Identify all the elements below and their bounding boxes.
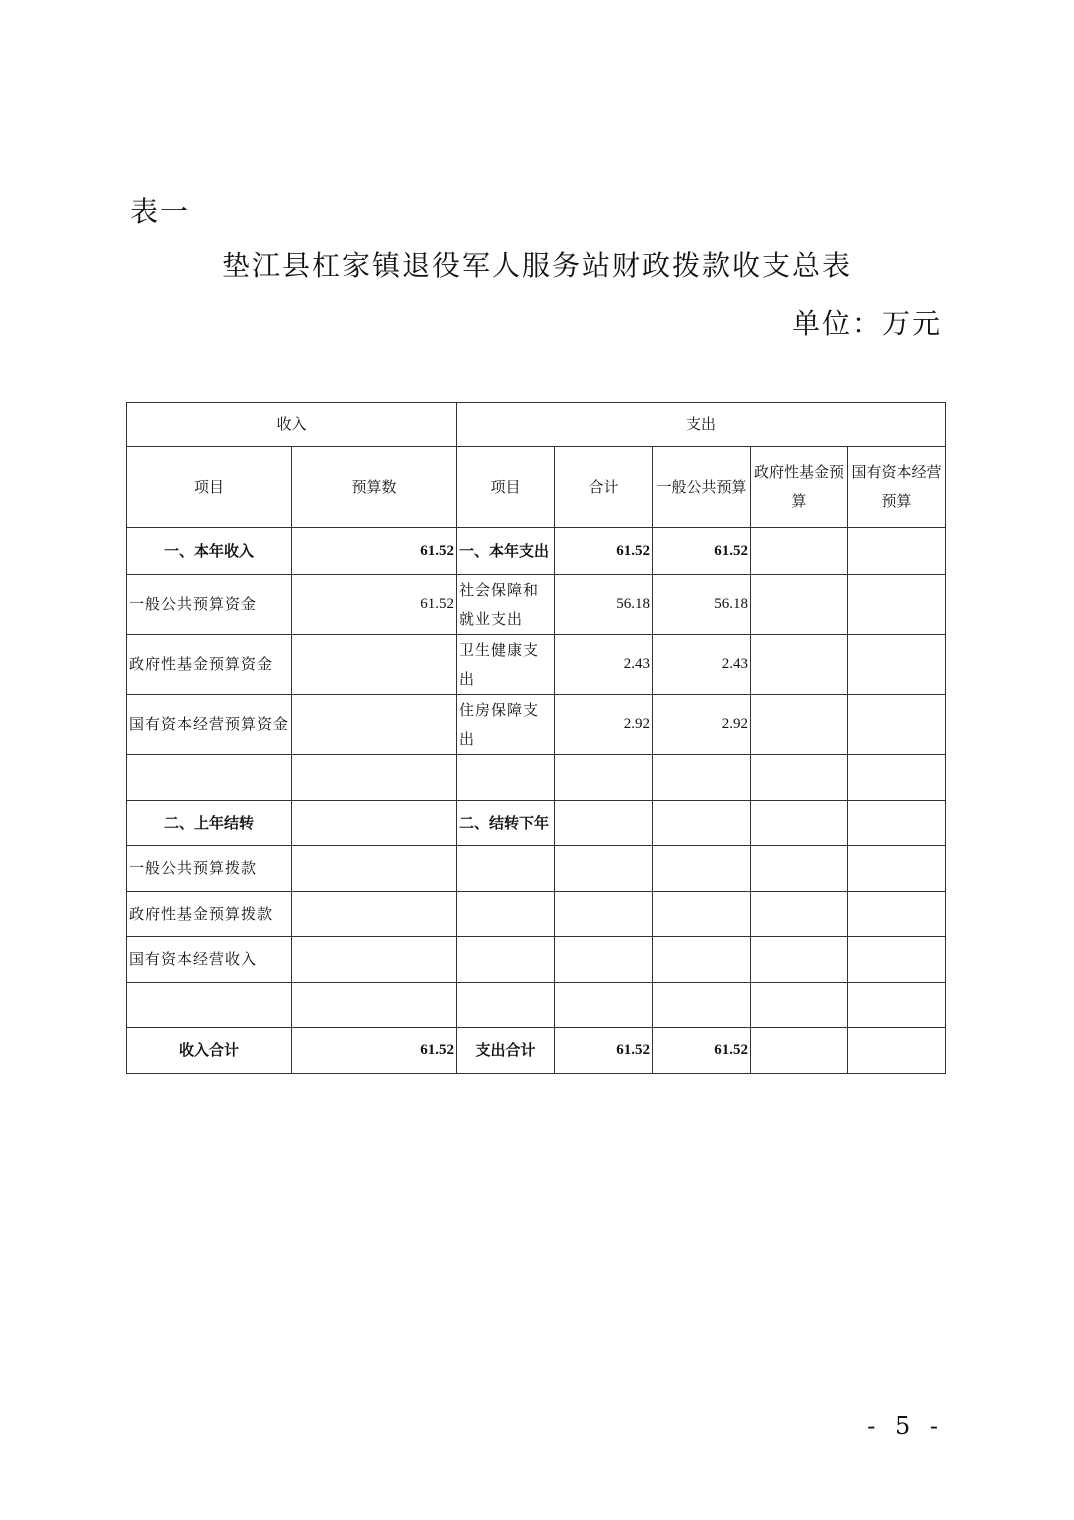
income-item: 一、本年收入: [127, 528, 292, 575]
income-budget: [292, 846, 457, 892]
unit-label: 单位：万元: [791, 307, 942, 340]
income-budget: 61.52: [292, 528, 457, 575]
page-title: 垫江县杠家镇退役军人服务站财政拨款收支总表: [221, 249, 852, 282]
expense-state-capital-total: [848, 1028, 946, 1074]
expense-total-value: 61.52: [555, 1028, 653, 1074]
expense-state-capital: [848, 801, 946, 846]
table-row: [127, 755, 946, 801]
table-row: [127, 635, 946, 695]
table-row: [127, 892, 946, 937]
expense-state-capital: [848, 892, 946, 937]
expense-general: [653, 801, 751, 846]
income-budget: [292, 892, 457, 937]
expense-item: 一、本年支出: [457, 528, 555, 575]
state-capital-budget-header: 国有资本经营预算: [848, 447, 946, 528]
expense-general: [653, 892, 751, 937]
expense-total: 2.92: [555, 695, 653, 755]
expense-item: 社会保障和就业支出: [457, 575, 555, 635]
expense-state-capital: [848, 846, 946, 892]
expense-general: [653, 983, 751, 1028]
table-row: [127, 801, 946, 846]
expense-item: [457, 846, 555, 892]
expense-item-header: 项目: [457, 447, 555, 528]
page-number: - 5 -: [867, 1412, 944, 1440]
income-item: 一般公共预算拨款: [127, 846, 292, 892]
expense-gov-fund: [751, 635, 848, 695]
table-row: [127, 983, 946, 1028]
expense-item: [457, 892, 555, 937]
table-row: [127, 937, 946, 983]
expense-item: 卫生健康支出: [457, 635, 555, 695]
expense-item: 住房保障支出: [457, 695, 555, 755]
expense-state-capital: [848, 695, 946, 755]
income-item: 二、上年结转: [127, 801, 292, 846]
budget-table: [126, 402, 946, 1074]
expense-header: 支出: [457, 403, 946, 447]
expense-total: [555, 846, 653, 892]
expense-total: [555, 892, 653, 937]
expense-item: [457, 755, 555, 801]
expense-general: 56.18: [653, 575, 751, 635]
table-row-totals: [127, 1028, 946, 1074]
income-item: 国有资本经营收入: [127, 937, 292, 983]
expense-gov-fund-total: [751, 1028, 848, 1074]
expense-item: [457, 937, 555, 983]
expense-item: [457, 983, 555, 1028]
income-budget: [292, 755, 457, 801]
expense-gov-fund: [751, 801, 848, 846]
expense-general: 2.43: [653, 635, 751, 695]
expense-item: 二、结转下年: [457, 801, 555, 846]
gov-fund-budget-header: 政府性基金预算: [751, 447, 848, 528]
income-item: 一般公共预算资金: [127, 575, 292, 635]
table-label: 表一: [130, 195, 191, 228]
expense-general: [653, 755, 751, 801]
expense-total: 2.43: [555, 635, 653, 695]
table-row: [127, 528, 946, 575]
expense-gov-fund: [751, 846, 848, 892]
expense-total-label: 支出合计: [457, 1028, 555, 1074]
expense-gov-fund: [751, 892, 848, 937]
income-item: [127, 755, 292, 801]
expense-total: 56.18: [555, 575, 653, 635]
expense-state-capital: [848, 937, 946, 983]
expense-gov-fund: [751, 575, 848, 635]
income-item-header: 项目: [127, 447, 292, 528]
income-budget-header: 预算数: [292, 447, 457, 528]
expense-total: 61.52: [555, 528, 653, 575]
income-item: 政府性基金预算资金: [127, 635, 292, 695]
general-budget-header: 一般公共预算: [653, 447, 751, 528]
income-budget: [292, 695, 457, 755]
expense-gov-fund: [751, 755, 848, 801]
expense-gov-fund: [751, 695, 848, 755]
expense-general: 2.92: [653, 695, 751, 755]
expense-general: 61.52: [653, 528, 751, 575]
income-total-value: 61.52: [292, 1028, 457, 1074]
income-item: 国有资本经营预算资金: [127, 695, 292, 755]
expense-state-capital: [848, 575, 946, 635]
income-budget: [292, 983, 457, 1028]
expense-gov-fund: [751, 937, 848, 983]
expense-state-capital: [848, 635, 946, 695]
expense-total: [555, 801, 653, 846]
income-budget: 61.52: [292, 575, 457, 635]
expense-gov-fund: [751, 528, 848, 575]
expense-general: [653, 937, 751, 983]
income-budget: [292, 801, 457, 846]
income-item: 政府性基金预算拨款: [127, 892, 292, 937]
expense-general: [653, 846, 751, 892]
income-budget: [292, 937, 457, 983]
expense-state-capital: [848, 755, 946, 801]
expense-general-total: 61.52: [653, 1028, 751, 1074]
table-row: [127, 846, 946, 892]
expense-gov-fund: [751, 983, 848, 1028]
expense-total: [555, 755, 653, 801]
income-item: [127, 983, 292, 1028]
income-header: 收入: [127, 403, 457, 447]
income-budget: [292, 635, 457, 695]
expense-state-capital: [848, 528, 946, 575]
expense-state-capital: [848, 983, 946, 1028]
table-row: [127, 695, 946, 755]
expense-total: [555, 937, 653, 983]
header-row-groups: [127, 403, 946, 447]
income-total-label: 收入合计: [127, 1028, 292, 1074]
header-row-columns: [127, 447, 946, 528]
expense-total: [555, 983, 653, 1028]
table-row: [127, 575, 946, 635]
total-header: 合计: [555, 447, 653, 528]
